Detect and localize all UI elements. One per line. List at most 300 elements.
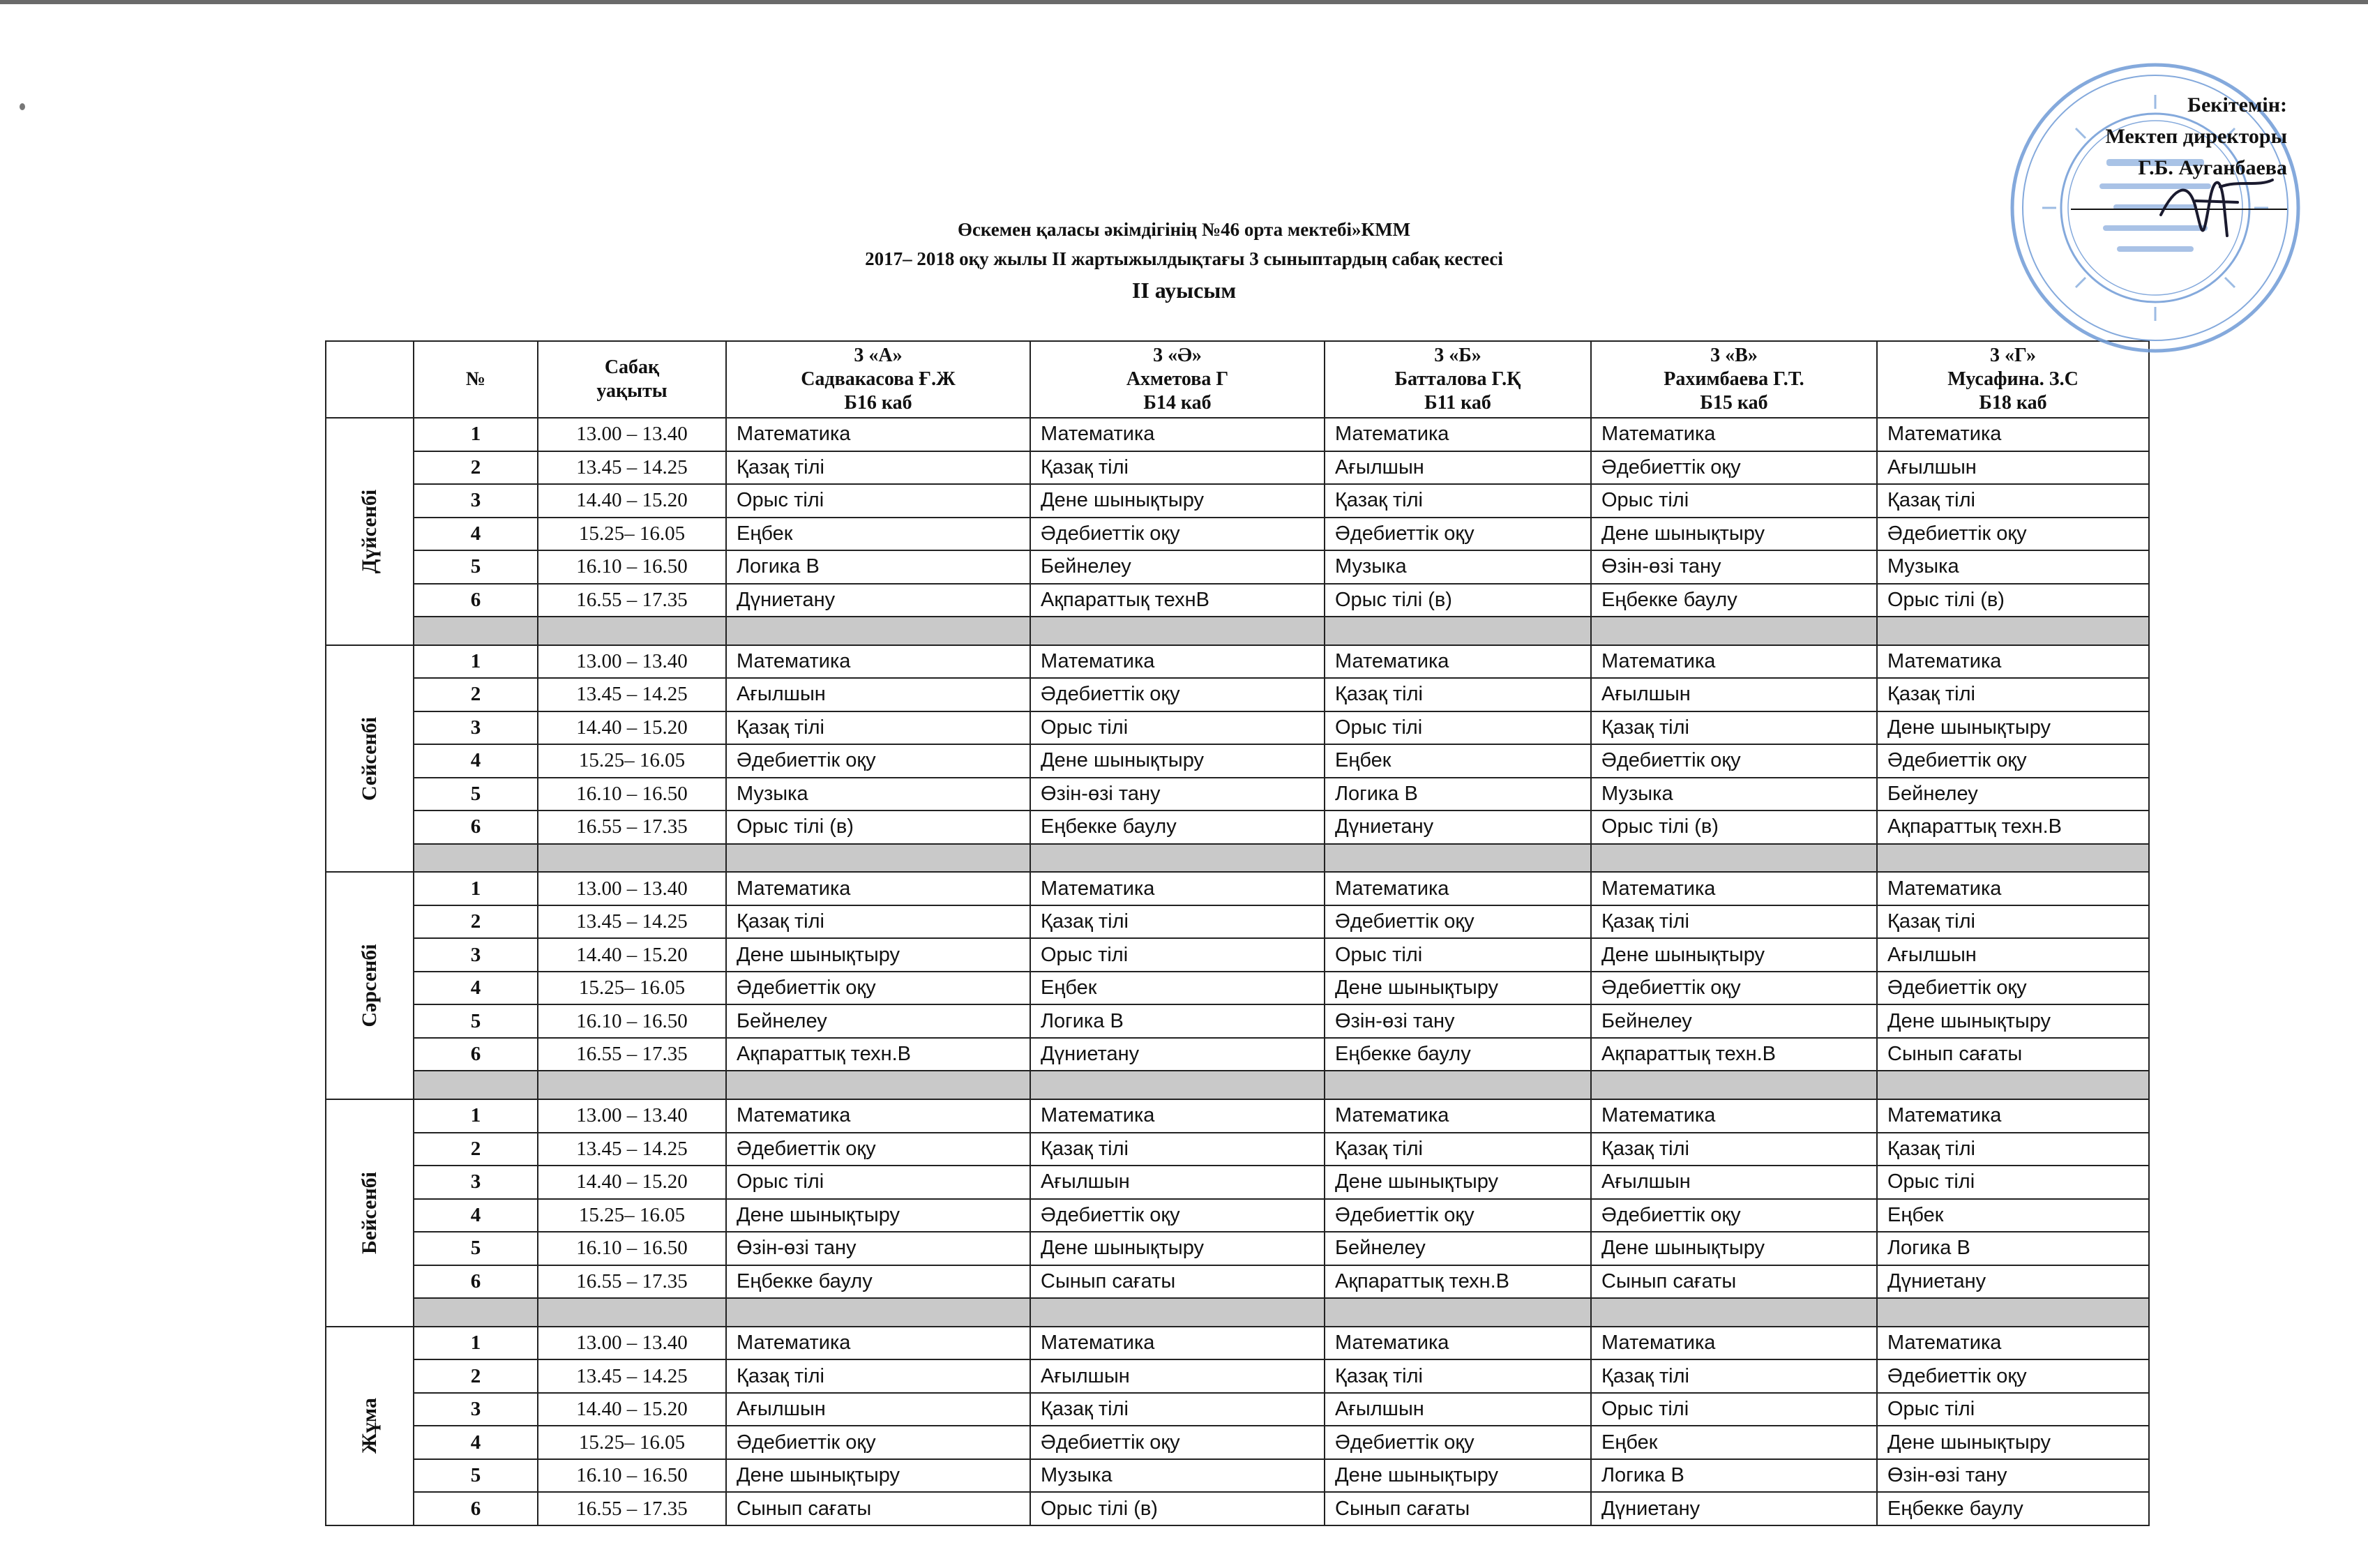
subject-cell: Ақпараттық техн.В	[726, 1038, 1030, 1071]
lesson-time: 13.00 – 13.40	[538, 872, 726, 905]
lesson-time: 15.25– 16.05	[538, 744, 726, 778]
lesson-time: 13.00 – 13.40	[538, 645, 726, 679]
subject-cell: Ақпараттық техн.В	[1325, 1265, 1591, 1299]
day-name: Сәрсенбі	[358, 944, 381, 1027]
subject-cell: Математика	[1877, 418, 2149, 451]
separator-cell	[414, 1071, 538, 1099]
lesson-time: 14.40 – 15.20	[538, 711, 726, 745]
subject-cell: Ағылшын	[1325, 1393, 1591, 1426]
class-name: 3 «А»	[854, 345, 903, 366]
subject-cell: Әдебиеттік оқу	[1591, 972, 1877, 1005]
separator-cell	[726, 1298, 1030, 1327]
header-class-b	[1325, 341, 1591, 418]
separator-cell	[1030, 1298, 1325, 1327]
approval-position: Мектеп директоры	[2105, 125, 2287, 148]
subject-cell: Математика	[1030, 872, 1325, 905]
subject-cell: Әдебиеттік оқу	[1325, 1199, 1591, 1232]
subject-cell: Математика	[1591, 1327, 1877, 1360]
subject-cell: Әдебиеттік оқу	[726, 1133, 1030, 1166]
subject-cell: Орыс тілі (в)	[1877, 584, 2149, 617]
lesson-row	[326, 645, 2149, 679]
subject-cell: Еңбек	[1877, 1199, 2149, 1232]
subject-cell: Сынып сағаты	[1325, 1492, 1591, 1525]
subject-cell: Дүниетану	[726, 584, 1030, 617]
subject-cell: Еңбекке баулу	[726, 1265, 1030, 1299]
subject-cell: Қазақ тілі	[1591, 1359, 1877, 1393]
class-name: 3 «Г»	[1989, 345, 2037, 366]
subject-cell: Әдебиеттік оқу	[1877, 518, 2149, 551]
lesson-row	[326, 1038, 2149, 1071]
lesson-number: 3	[414, 484, 538, 518]
subject-cell: Математика	[1877, 645, 2149, 679]
lesson-number: 2	[414, 1133, 538, 1166]
lesson-number: 1	[414, 1099, 538, 1133]
lesson-row	[326, 778, 2149, 811]
subject-cell: Өзін-өзі тану	[1877, 1459, 2149, 1493]
director-signature	[2154, 159, 2279, 250]
lesson-row	[326, 1265, 2149, 1299]
subject-cell: Бейнелеу	[1877, 778, 2149, 811]
lesson-row	[326, 1393, 2149, 1426]
subject-cell: Логика В	[1030, 1004, 1325, 1038]
separator-cell	[414, 617, 538, 645]
separator-cell	[1030, 844, 1325, 873]
lesson-time: 15.25– 16.05	[538, 1199, 726, 1232]
separator-cell	[1591, 844, 1877, 873]
separator-cell	[1591, 1071, 1877, 1099]
lesson-row	[326, 938, 2149, 972]
subject-cell: Әдебиеттік оқу	[1030, 1199, 1325, 1232]
subject-cell: Логика В	[1877, 1232, 2149, 1265]
lesson-number: 1	[414, 872, 538, 905]
lesson-row	[326, 1166, 2149, 1199]
class-teacher: Ахметова Г	[1126, 368, 1229, 390]
subject-cell: Қазақ тілі	[1877, 484, 2149, 518]
lesson-row	[326, 1327, 2149, 1360]
subject-cell: Әдебиеттік оқу	[726, 744, 1030, 778]
subject-cell: Дене шынықтыру	[1030, 744, 1325, 778]
subject-cell: Дене шынықтыру	[1030, 484, 1325, 518]
subject-cell: Дене шынықтыру	[1325, 1166, 1591, 1199]
subject-cell: Математика	[1325, 418, 1591, 451]
subject-cell: Қазақ тілі	[1877, 905, 2149, 939]
lesson-number: 1	[414, 418, 538, 451]
subject-cell: Сынып сағаты	[726, 1492, 1030, 1525]
lesson-number: 5	[414, 1459, 538, 1493]
lesson-number: 1	[414, 1327, 538, 1360]
lesson-time: 13.45 – 14.25	[538, 1133, 726, 1166]
subject-cell: Қазақ тілі	[1030, 1393, 1325, 1426]
approval-title: Бекітемін:	[2187, 93, 2287, 116]
subject-cell: Дене шынықтыру	[726, 1199, 1030, 1232]
lesson-row	[326, 905, 2149, 939]
header-day-blank	[326, 341, 414, 418]
subject-cell: Дене шынықтыру	[1325, 972, 1591, 1005]
subject-cell: Ақпараттық техн.В	[1877, 811, 2149, 844]
subject-cell: Математика	[1877, 1099, 2149, 1133]
subject-cell: Ағылшын	[1591, 678, 1877, 711]
subject-cell: Дүниетану	[1591, 1492, 1877, 1525]
lesson-time: 15.25– 16.05	[538, 972, 726, 1005]
lesson-row	[326, 484, 2149, 518]
lesson-row	[326, 1199, 2149, 1232]
subject-cell: Дене шынықтыру	[1591, 938, 1877, 972]
lesson-row	[326, 1492, 2149, 1525]
subject-cell: Орыс тілі	[726, 1166, 1030, 1199]
subject-cell: Қазақ тілі	[1325, 1359, 1591, 1393]
subject-cell: Дүниетану	[1325, 811, 1591, 844]
lesson-number: 4	[414, 1199, 538, 1232]
class-room: Б16 каб	[844, 392, 912, 414]
subject-cell: Қазақ тілі	[1030, 905, 1325, 939]
separator-cell	[1325, 1071, 1591, 1099]
lesson-number: 2	[414, 451, 538, 485]
subject-cell: Математика	[1591, 418, 1877, 451]
subject-cell: Музыка	[1877, 550, 2149, 584]
subject-cell: Дүниетану	[1030, 1038, 1325, 1071]
subject-cell: Дүниетану	[1877, 1265, 2149, 1299]
subject-cell: Қазақ тілі	[1877, 678, 2149, 711]
day-cell	[326, 1099, 414, 1327]
subject-cell: Математика	[1877, 1327, 2149, 1360]
subject-cell: Әдебиеттік оқу	[1325, 905, 1591, 939]
header-class-v	[1591, 341, 1877, 418]
subject-cell: Орыс тілі	[1325, 711, 1591, 745]
subject-cell: Музыка	[1325, 550, 1591, 584]
subject-cell: Өзін-өзі тану	[726, 1232, 1030, 1265]
lesson-number: 3	[414, 938, 538, 972]
lesson-time: 16.55 – 17.35	[538, 811, 726, 844]
subject-cell: Әдебиеттік оқу	[1325, 1426, 1591, 1459]
separator-cell	[414, 1298, 538, 1327]
separator-cell	[1877, 617, 2149, 645]
subject-cell: Қазақ тілі	[1325, 484, 1591, 518]
class-name: 3 «Ә»	[1153, 345, 1202, 366]
subject-cell: Орыс тілі (в)	[1591, 811, 1877, 844]
lesson-number: 4	[414, 744, 538, 778]
lesson-row	[326, 1459, 2149, 1493]
subject-cell: Математика	[726, 1099, 1030, 1133]
subject-cell: Әдебиеттік оқу	[1325, 518, 1591, 551]
schedule-body	[326, 418, 2149, 1525]
subject-cell: Еңбекке баулу	[1877, 1492, 2149, 1525]
lesson-time: 13.45 – 14.25	[538, 451, 726, 485]
lesson-time: 16.10 – 16.50	[538, 1004, 726, 1038]
schedule-title: 2017– 2018 оқу жылы ІІ жартыжылдықтағы 3 сыныптардың сабақ кестесі	[865, 248, 1503, 269]
lesson-time: 13.45 – 14.25	[538, 678, 726, 711]
lesson-row	[326, 1133, 2149, 1166]
lesson-time: 14.40 – 15.20	[538, 484, 726, 518]
lesson-row	[326, 418, 2149, 451]
subject-cell: Орыс тілі (в)	[1030, 1492, 1325, 1525]
subject-cell: Қазақ тілі	[726, 905, 1030, 939]
subject-cell: Қазақ тілі	[726, 1359, 1030, 1393]
subject-cell: Әдебиеттік оқу	[1030, 518, 1325, 551]
lesson-time: 14.40 – 15.20	[538, 1393, 726, 1426]
approval-director-name: Г.Б. Ауганбаева	[2138, 156, 2287, 179]
lesson-time: 13.45 – 14.25	[538, 905, 726, 939]
shift-label: ІІ ауысым	[1131, 278, 1237, 303]
day-name: Бейсенбі	[358, 1171, 381, 1254]
lesson-number: 2	[414, 1359, 538, 1393]
class-teacher: Батталова Г.Қ	[1394, 368, 1521, 390]
lesson-time: 16.55 – 17.35	[538, 1038, 726, 1071]
subject-cell: Ақпараттық техн.В	[1591, 1038, 1877, 1071]
subject-cell: Орыс тілі	[1030, 711, 1325, 745]
subject-cell: Қазақ тілі	[726, 451, 1030, 485]
subject-cell: Математика	[1325, 1327, 1591, 1360]
lesson-number: 6	[414, 811, 538, 844]
subject-cell: Музыка	[1030, 1459, 1325, 1493]
subject-cell: Сынып сағаты	[1877, 1038, 2149, 1071]
lesson-row	[326, 872, 2149, 905]
subject-cell: Математика	[1591, 645, 1877, 679]
subject-cell: Орыс тілі	[1325, 938, 1591, 972]
lesson-number: 4	[414, 1426, 538, 1459]
header-number: №	[414, 341, 538, 418]
subject-cell: Еңбек	[1030, 972, 1325, 1005]
subject-cell: Сынып сағаты	[1030, 1265, 1325, 1299]
schedule-table	[325, 340, 2150, 1526]
lesson-row	[326, 1359, 2149, 1393]
separator-cell	[538, 1298, 726, 1327]
subject-cell: Қазақ тілі	[1325, 678, 1591, 711]
subject-cell: Еңбек	[1325, 744, 1591, 778]
lesson-row	[326, 744, 2149, 778]
subject-cell: Дене шынықтыру	[1591, 518, 1877, 551]
separator-cell	[1591, 617, 1877, 645]
day-cell	[326, 418, 414, 645]
subject-cell: Математика	[1030, 1327, 1325, 1360]
subject-cell: Ағылшын	[726, 1393, 1030, 1426]
lesson-row	[326, 1232, 2149, 1265]
subject-cell: Орыс тілі	[1877, 1393, 2149, 1426]
separator-cell	[726, 1071, 1030, 1099]
lesson-time: 14.40 – 15.20	[538, 938, 726, 972]
lesson-number: 3	[414, 1393, 538, 1426]
subject-cell: Орыс тілі	[726, 484, 1030, 518]
subject-cell: Өзін-өзі тану	[1030, 778, 1325, 811]
subject-cell: Математика	[1877, 872, 2149, 905]
lesson-row	[326, 1004, 2149, 1038]
subject-cell: Дене шынықтыру	[1877, 1004, 2149, 1038]
subject-cell: Логика В	[1325, 778, 1591, 811]
lesson-number: 6	[414, 1038, 538, 1071]
subject-cell: Қазақ тілі	[1591, 905, 1877, 939]
lesson-time: 16.55 – 17.35	[538, 1265, 726, 1299]
subject-cell: Музыка	[1591, 778, 1877, 811]
subject-cell: Бейнелеу	[1591, 1004, 1877, 1038]
lesson-time: 16.55 – 17.35	[538, 584, 726, 617]
subject-cell: Әдебиеттік оқу	[1591, 451, 1877, 485]
lesson-row	[326, 518, 2149, 551]
subject-cell: Әдебиеттік оқу	[1877, 972, 2149, 1005]
lesson-time: 16.10 – 16.50	[538, 1232, 726, 1265]
lesson-time: 13.00 – 13.40	[538, 418, 726, 451]
subject-cell: Орыс тілі	[1591, 484, 1877, 518]
subject-cell: Математика	[1591, 1099, 1877, 1133]
subject-cell: Математика	[1325, 645, 1591, 679]
lesson-row	[326, 550, 2149, 584]
lesson-row	[326, 678, 2149, 711]
lesson-time: 13.45 – 14.25	[538, 1359, 726, 1393]
lesson-row	[326, 972, 2149, 1005]
lesson-row	[326, 1099, 2149, 1133]
subject-cell: Логика В	[726, 550, 1030, 584]
lesson-number: 1	[414, 645, 538, 679]
header-class-ae	[1030, 341, 1325, 418]
subject-cell: Әдебиеттік оқу	[1030, 678, 1325, 711]
class-teacher: Мусафина. З.С	[1947, 368, 2079, 390]
day-separator-row	[326, 1071, 2149, 1099]
subject-cell: Орыс тілі (в)	[1325, 584, 1591, 617]
class-name: 3 «В»	[1710, 345, 1758, 366]
subject-cell: Дене шынықтыру	[726, 938, 1030, 972]
header-time	[538, 341, 726, 418]
school-name: Өскемен қаласы әкімдігінің №46 орта мектебі»КММ	[957, 219, 1411, 240]
separator-cell	[538, 1071, 726, 1099]
subject-cell: Дене шынықтыру	[1877, 1426, 2149, 1459]
lesson-time: 15.25– 16.05	[538, 1426, 726, 1459]
day-cell	[326, 872, 414, 1099]
subject-cell: Еңбекке баулу	[1325, 1038, 1591, 1071]
subject-cell: Қазақ тілі	[1325, 1133, 1591, 1166]
subject-cell: Математика	[1325, 1099, 1591, 1133]
subject-cell: Әдебиеттік оқу	[1877, 744, 2149, 778]
lesson-time: 16.55 – 17.35	[538, 1492, 726, 1525]
class-room: Б14 каб	[1143, 392, 1212, 414]
lesson-number: 4	[414, 972, 538, 1005]
subject-cell: Орыс тілі	[1877, 1166, 2149, 1199]
subject-cell: Әдебиеттік оқу	[726, 972, 1030, 1005]
subject-cell: Ағылшын	[726, 678, 1030, 711]
top-edge-rule	[0, 0, 2368, 4]
subject-cell: Қазақ тілі	[1591, 1133, 1877, 1166]
lesson-number: 6	[414, 584, 538, 617]
class-name: 3 «Б»	[1434, 345, 1481, 366]
lesson-time: 16.10 – 16.50	[538, 778, 726, 811]
subject-cell: Ағылшын	[1030, 1359, 1325, 1393]
subject-cell: Ағылшын	[1591, 1166, 1877, 1199]
lesson-number: 5	[414, 550, 538, 584]
separator-cell	[1325, 617, 1591, 645]
lesson-number: 2	[414, 905, 538, 939]
lesson-number: 5	[414, 778, 538, 811]
subject-cell: Дене шынықтыру	[1325, 1459, 1591, 1493]
separator-cell	[1877, 1298, 2149, 1327]
subject-cell: Дене шынықтыру	[1877, 711, 2149, 745]
lesson-number: 3	[414, 711, 538, 745]
subject-cell: Музыка	[726, 778, 1030, 811]
subject-cell: Өзін-өзі тану	[1325, 1004, 1591, 1038]
subject-cell: Еңбек	[726, 518, 1030, 551]
class-teacher: Рахимбаева Г.Т.	[1664, 368, 1804, 390]
lesson-time: 14.40 – 15.20	[538, 1166, 726, 1199]
lesson-row	[326, 811, 2149, 844]
day-separator-row	[326, 617, 2149, 645]
separator-cell	[1030, 1071, 1325, 1099]
lesson-number: 4	[414, 518, 538, 551]
separator-cell	[1325, 1298, 1591, 1327]
lesson-number: 6	[414, 1492, 538, 1525]
subject-cell: Дене шынықтыру	[726, 1459, 1030, 1493]
subject-cell: Логика В	[1591, 1459, 1877, 1493]
day-name: Жұма	[358, 1398, 381, 1454]
subject-cell: Орыс тілі	[1030, 938, 1325, 972]
subject-cell: Әдебиеттік оқу	[1877, 1359, 2149, 1393]
subject-cell: Қазақ тілі	[1877, 1133, 2149, 1166]
header-time-line1: Сабақ	[604, 356, 660, 378]
class-room: Б11 каб	[1424, 392, 1491, 414]
subject-cell: Әдебиеттік оқу	[726, 1426, 1030, 1459]
day-separator-row	[326, 1298, 2149, 1327]
table-header-row	[326, 341, 2149, 418]
lesson-number: 6	[414, 1265, 538, 1299]
subject-cell: Әдебиеттік оқу	[1030, 1426, 1325, 1459]
day-cell	[326, 1327, 414, 1525]
subject-cell: Математика	[1325, 872, 1591, 905]
class-teacher: Садвакасова Ғ.Ж	[801, 368, 956, 390]
lesson-number: 3	[414, 1166, 538, 1199]
separator-cell	[414, 844, 538, 873]
subject-cell: Орыс тілі	[1591, 1393, 1877, 1426]
separator-cell	[726, 617, 1030, 645]
lesson-time: 13.00 – 13.40	[538, 1327, 726, 1360]
class-room: Б15 каб	[1700, 392, 1768, 414]
subject-cell: Бейнелеу	[726, 1004, 1030, 1038]
lesson-row	[326, 1426, 2149, 1459]
lesson-row	[326, 711, 2149, 745]
subject-cell: Математика	[726, 872, 1030, 905]
subject-cell: Математика	[1030, 1099, 1325, 1133]
day-name: Сейсенбі	[358, 716, 381, 801]
subject-cell: Ағылшын	[1877, 938, 2149, 972]
lesson-row	[326, 451, 2149, 485]
subject-cell: Өзін-өзі тану	[1591, 550, 1877, 584]
subject-cell: Ақпараттық технВ	[1030, 584, 1325, 617]
subject-cell: Ағылшын	[1030, 1166, 1325, 1199]
header-time-line2: уақыты	[596, 380, 668, 402]
subject-cell: Қазақ тілі	[1030, 451, 1325, 485]
lesson-number: 5	[414, 1004, 538, 1038]
subject-cell: Еңбекке баулу	[1030, 811, 1325, 844]
subject-cell: Әдебиеттік оқу	[1591, 1199, 1877, 1232]
lesson-number: 5	[414, 1232, 538, 1265]
lesson-row	[326, 584, 2149, 617]
subject-cell: Қазақ тілі	[726, 711, 1030, 745]
subject-cell: Бейнелеу	[1030, 550, 1325, 584]
subject-cell: Математика	[726, 645, 1030, 679]
separator-cell	[1877, 1071, 2149, 1099]
separator-cell	[1591, 1298, 1877, 1327]
subject-cell: Математика	[1030, 418, 1325, 451]
subject-cell: Қазақ тілі	[1591, 711, 1877, 745]
subject-cell: Әдебиеттік оқу	[1591, 744, 1877, 778]
lesson-time: 16.10 – 16.50	[538, 550, 726, 584]
subject-cell: Математика	[1030, 645, 1325, 679]
subject-cell: Математика	[726, 418, 1030, 451]
separator-cell	[1877, 844, 2149, 873]
day-separator-row	[326, 844, 2149, 873]
lesson-time: 13.00 – 13.40	[538, 1099, 726, 1133]
subject-cell: Орыс тілі (в)	[726, 811, 1030, 844]
separator-cell	[726, 844, 1030, 873]
subject-cell: Ағылшын	[1877, 451, 2149, 485]
separator-cell	[538, 617, 726, 645]
subject-cell: Математика	[726, 1327, 1030, 1360]
scan-speck	[20, 103, 25, 110]
subject-cell: Математика	[1591, 872, 1877, 905]
